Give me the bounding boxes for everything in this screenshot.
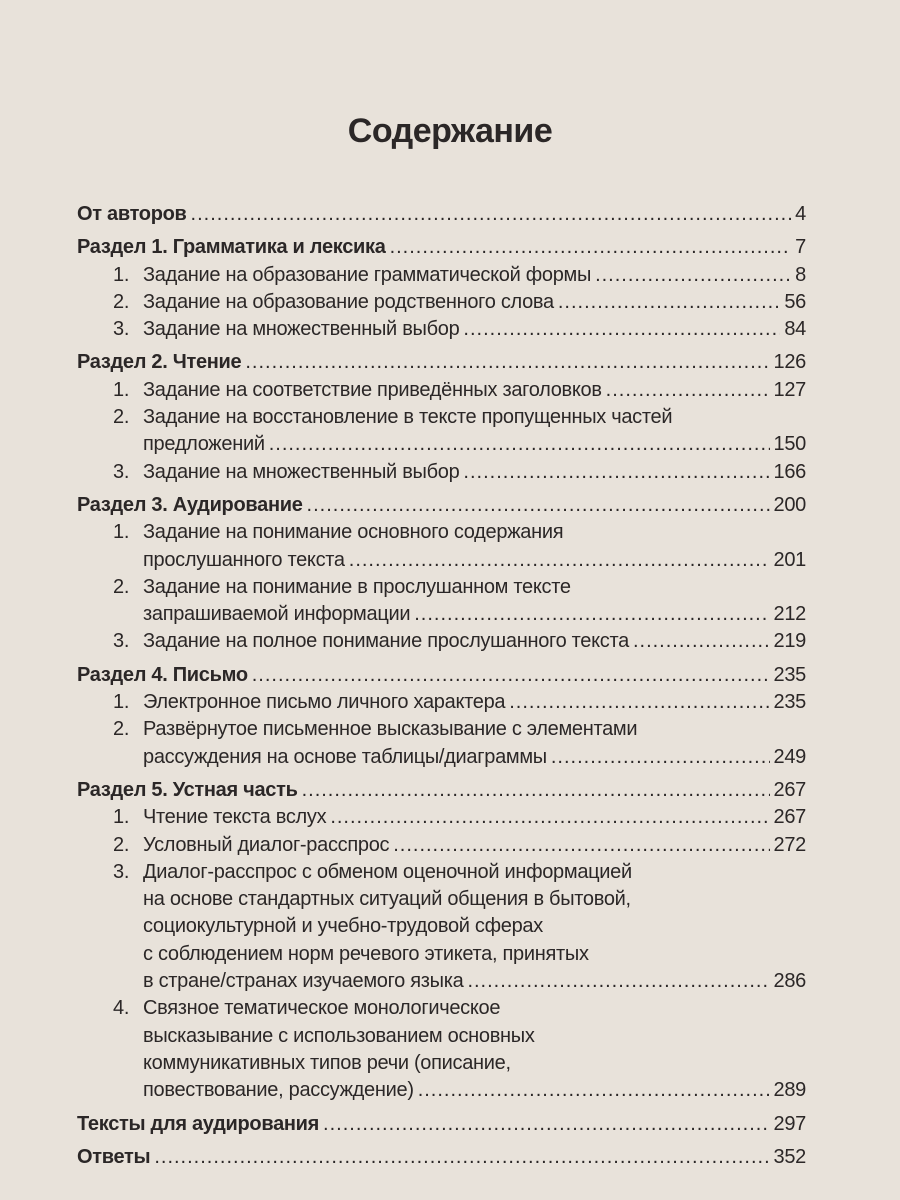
toc-line [77,662,806,689]
leader-dots [245,349,769,376]
leader-dots [269,431,770,458]
entry-number: 3. [113,318,130,341]
toc-section-entry[interactable] [77,201,806,228]
toc-line [77,777,806,804]
toc-line [113,859,806,886]
toc-line [113,804,806,831]
entry-number: 3. [113,630,130,653]
leader-dots [509,689,769,716]
entry-title: высказывание с использованием основных [143,1024,535,1047]
page-number: 200 [773,493,806,516]
toc-line [113,1077,806,1104]
toc-section-entry[interactable] [77,234,806,261]
entry-title: Связное тематическое монологическое [143,997,501,1020]
toc-line [77,1111,806,1138]
toc-line [113,832,806,859]
page-number: 219 [773,630,806,653]
table-of-contents [77,201,806,1171]
page-number: 352 [773,1145,806,1168]
page-number: 127 [773,378,806,401]
entry-title: Задание на полное понимание прослушанного текста [143,630,629,653]
entry-title: Задание на образование грамматической формы [143,263,592,286]
entry-title: на основе стандартных ситуаций общения в бытовой, [143,888,631,911]
entry-title: социокультурной и учебно-трудовой сферах [143,915,543,938]
entry-title: в стране/странах изучаемого языка [143,970,464,993]
toc-line [113,601,806,628]
toc-subentry[interactable] [77,804,806,831]
leader-dots [418,1077,770,1104]
toc-line [113,1050,806,1077]
toc-line [77,201,806,228]
entry-number: 1. [113,691,130,714]
entry-number: 1. [113,521,130,544]
entry-title: От авторов [77,203,187,225]
entry-title: Раздел 1. Грамматика и лексика [77,236,386,259]
leader-dots [307,492,770,519]
entry-title: Задание на понимание в прослушанном тексте [143,575,571,598]
page-number: 267 [773,778,806,801]
entry-title: запрашиваемой информации [143,603,411,626]
leader-dots [390,234,792,261]
leader-dots [302,777,770,804]
entry-number: 2. [113,406,130,429]
page-number: 201 [773,548,806,571]
entry-title: Раздел 2. Чтение [77,351,242,374]
page-number: 166 [773,460,806,483]
toc-subentry[interactable] [77,859,806,995]
page-number: 126 [773,351,806,374]
toc-line [113,689,806,716]
leader-dots [558,289,780,316]
leader-dots [467,968,769,995]
toc-line [113,995,806,1022]
toc-subentry[interactable] [77,316,806,343]
toc-section-entry[interactable] [77,777,806,804]
toc-line [113,547,806,574]
page-number: 289 [773,1079,806,1102]
entry-title: Раздел 3. Аудирование [77,493,303,516]
entry-title: Задание на соответствие приведённых заголовков [143,378,602,401]
entry-number: 2. [113,833,130,856]
page-title: Содержание [347,112,553,150]
entry-title: прослушанного текста [143,548,345,571]
entry-title: коммуникативных типов речи (описание, [143,1051,511,1074]
toc-section-entry[interactable] [77,492,806,519]
page-number: 8 [795,263,806,286]
entry-number: 1. [113,263,130,286]
toc-subentry[interactable] [77,459,806,486]
page-number: 267 [773,806,806,829]
leader-dots [323,1111,769,1138]
leader-dots [393,832,769,859]
leader-dots [595,262,791,289]
page-number: 212 [773,603,806,626]
page-number: 4 [795,203,806,225]
toc-line [113,519,806,546]
toc-line [113,431,806,458]
entry-title: Тексты для аудирования [77,1112,320,1135]
entry-title: Задание на множественный выбор [143,460,460,483]
entry-title: Задание на образование родственного слова [143,290,554,313]
toc-line [113,941,806,968]
toc-subentry[interactable] [77,689,806,716]
toc-subentry[interactable] [77,628,806,655]
leader-dots [463,316,780,343]
toc-subentry[interactable] [77,377,806,404]
entry-title: Раздел 5. Устная часть [77,778,298,801]
entry-title: Задание на множественный выбор [143,318,460,341]
toc-line [77,234,806,261]
toc-line [77,349,806,376]
toc-line [113,886,806,913]
entry-title: Ответы [77,1145,151,1168]
entry-number: 2. [113,290,130,313]
toc-subentry[interactable] [77,519,806,574]
toc-line [113,316,806,343]
entry-title: Задание на восстановление в тексте пропущенных частей [143,406,673,429]
toc-line [113,913,806,940]
page-number: 235 [773,663,806,686]
entry-title: Раздел 4. Письмо [77,663,248,686]
entry-number: 1. [113,806,130,829]
toc-line [113,574,806,601]
entry-title: Чтение текста вслух [143,806,327,829]
entry-number: 1. [113,378,130,401]
entry-number: 3. [113,860,130,883]
page-number: 56 [784,290,806,313]
page-number: 286 [773,970,806,993]
leader-dots [463,459,769,486]
toc-line [113,628,806,655]
leader-dots [551,744,770,771]
page-number: 235 [773,691,806,714]
entry-title: Электронное письмо личного характера [143,691,506,714]
page-number: 297 [773,1112,806,1135]
entry-title: предложений [143,433,265,456]
entry-title: рассуждения на основе таблицы/диаграммы [143,745,547,768]
toc-subentry[interactable] [77,262,806,289]
leader-dots [633,628,770,655]
toc-line [113,744,806,771]
toc-subentry[interactable] [77,574,806,629]
toc-subentry[interactable] [77,995,806,1104]
entry-title: Задание на понимание основного содержания [143,521,564,544]
page-number: 84 [784,318,806,341]
leader-dots [414,601,769,628]
leader-dots [154,1144,769,1171]
toc-section-entry[interactable] [77,1111,806,1138]
entry-title: повествование, рассуждение) [143,1079,414,1102]
entry-title: Условный диалог-расспрос [143,833,390,856]
toc-section-entry[interactable] [77,349,806,376]
toc-line [113,716,806,743]
toc-section-entry[interactable] [77,1144,806,1171]
leader-dots [252,662,770,689]
entry-title: Развёрнутое письменное высказывание с элементами [143,718,638,741]
leader-dots [330,804,769,831]
toc-subentry[interactable] [77,716,806,771]
entry-number: 3. [113,460,130,483]
entry-title: с соблюдением норм речевого этикета, принятых [143,942,589,965]
toc-line [77,492,806,519]
leader-dots [349,547,770,574]
page-number: 249 [773,745,806,768]
toc-line [77,1144,806,1171]
toc-subentry[interactable] [77,404,806,459]
toc-line [113,262,806,289]
entry-number: 4. [113,997,130,1020]
toc-line [113,1023,806,1050]
toc-line [113,404,806,431]
toc-section-entry[interactable] [77,662,806,689]
toc-line [113,459,806,486]
leader-dots [606,377,770,404]
toc-line [113,289,806,316]
toc-line [113,377,806,404]
toc-subentry[interactable] [77,289,806,316]
page-number: 7 [795,236,806,259]
page-number: 272 [773,833,806,856]
toc-line [113,968,806,995]
toc-subentry[interactable] [77,832,806,859]
page-number: 150 [773,433,806,456]
entry-number: 2. [113,575,130,598]
entry-title: Диалог-расспрос с обменом оценочной информацией [143,860,632,883]
entry-number: 2. [113,718,130,741]
leader-dots [191,201,792,228]
